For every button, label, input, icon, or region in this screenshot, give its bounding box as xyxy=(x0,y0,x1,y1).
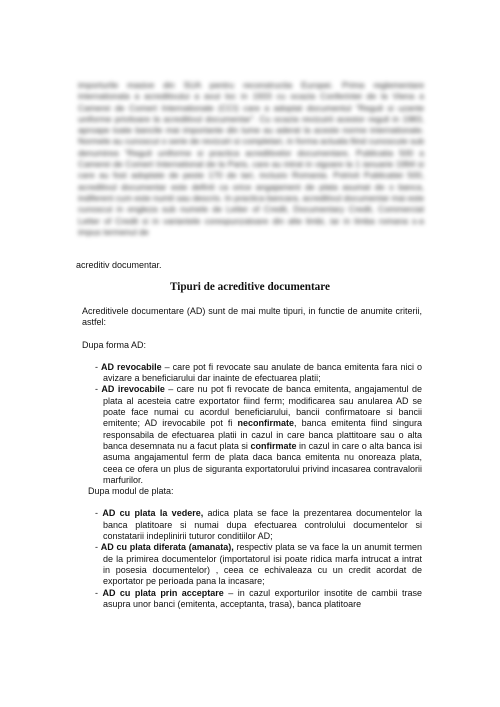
list-item: - AD cu plata la vedere, adica plata se face la prezentarea documentelor la banca platitoare si numai dupa efectuarea controlului documentelor si constatarii indeplinirii tuturor conditiilor AD; xyxy=(95,508,422,542)
item-term: AD irevocabile xyxy=(101,384,165,395)
section-label-plata: Dupa modul de plata: xyxy=(88,486,174,497)
item-term: AD cu plata la vedere, xyxy=(102,508,204,519)
blurred-text: importurile masive din SUA pentru reconstructia Europei. Prima reglementare internationala a acreditivului a avut loc in 1933 cu ocazia Conferintei de la Viena a Camerei de Comert Internationale (CCI) care a adoptat documentul "Reguli si uzante uniforme privitoare la acreditivul documentar". Cu ocazia revizuirii acestor reguli in 1983, aproape toate bancile mai importante din lume au aderat la aceste norme internationale. Normele au cunoscut o serie de revizuiri si completari, in forma actuala fiind cunoscute sub denumirea "Reguli uniforme si practica acreditivelor documentare, Publicatia 500 a Camerei de Comert International de la Paris, care au intrat in vigoare la 1 ianuarie 1994 si care au fost adoptate de peste 170 de tari, inclusiv Romania. Potrivit Publicatiei 500, acreditivul documentar este definit ca orice angajament de plata asumat de o banca, indiferent cum este numit sau descris. In practica bancara, acreditivul documentar mai este cunoscut in engleza sub numele de Letter of Credit, Documentary Credit, Commercial Letter of Credit si in variantele corespunzatoare din alte limbi, iar in limba romana s-a impus termenul de xyxy=(78,80,424,237)
item-text-3: in cazul in care o alta banca isi asuma angajamentul ferm de plata daca banca emitenta nu onoreaza plata, ceea ce ofera un plus de siguranta exportatorului privind incasarea contravalorii marfurilor. xyxy=(103,440,422,485)
item-term: AD cu plata diferata (amanata), xyxy=(100,542,234,553)
item-term-2: neconfirmate xyxy=(237,418,295,429)
list-item: - AD irevocabile – care nu pot fi revocate de banca emitenta, angajamentul de plata al acesteia catre exportator fiind ferm; modificarea sau anularea AD se poate face numai cu acordul beneficiarului, bancii confirmatoare si bancii emitente; AD irevocabile pot fi neconfirmate, banca emitenta fiind singura responsabila de efectuarea platii in cazul in care banca plattitoare sau o alta banca desemnata nu a facut plata si confirmate in cazul in care o alta banca isi asuma angajamentul ferm de plata daca banca emitenta nu onoreaza plata, ceea ce ofera un plus de siguranta exportatorului privind incasarea contravalorii marfurilor. xyxy=(95,384,422,485)
item-term: AD revocabile xyxy=(101,361,162,372)
list-item: - AD cu plata prin acceptare – in cazul exporturilor insotite de cambii trase asupra unor banci (emitenta, acceptanta, trasa), banca platitoare xyxy=(95,587,422,609)
item-text: – care pot fi revocate sau anulate de banca emitenta fara nici o avizare a beneficiarului dar inainte de efectuarea platii; xyxy=(103,361,422,384)
item-text: respectiv plata se va face la un anumit termen de la primirea documentelor (importatorul isi poate ridica marfa intrucat a intrat in posesia documentelor) , ceea ce echivaleaza cu un credit acordat de exportator pe perioada pana la incasare; xyxy=(103,542,422,587)
item-text: – in cazul exporturilor insotite de cambii trase asupra unor banci (emitenta, acceptanta, trasa), banca platitoare xyxy=(103,587,422,609)
paragraph-tail: acreditiv documentar. xyxy=(76,260,162,270)
section-label-forma: Dupa forma AD: xyxy=(82,339,147,350)
item-text: adica plata se face la prezentarea documentelor la banca platitoare si numai dupa efectuarea controlului documentelor si constatarii indeplinirii tuturor conditiilor AD; xyxy=(103,508,422,542)
blurred-paragraph xyxy=(78,80,424,262)
list-item: - AD revocabile – care pot fi revocate sau anulate de banca emitenta fara nici o avizare a beneficiarului dar inainte de efectuarea platii; xyxy=(95,361,422,384)
item-term: AD cu plata prin acceptare xyxy=(102,587,224,598)
intro-paragraph: Acreditivele documentare (AD) sunt de mai multe tipuri, in functie de anumite criterii, astfel: xyxy=(82,306,422,328)
item-text: – care nu pot fi revocate de banca emitenta, angajamentul de plata al acesteia catre exportator fiind ferm; modificarea sau anularea AD se poate face numai cu acordul beneficiarului, bancii confirmatoare si bancii emitente; AD irevocabile pot fi xyxy=(103,384,422,429)
item-text-2: , banca emitenta fiind singura responsabila de efectuarea platii in cazul in care banca plattitoare sau o alta banca desemnata nu a facut plata si xyxy=(103,418,422,451)
section-heading: Tipuri de acreditive documentare xyxy=(169,281,331,293)
item-term-3: confirmate xyxy=(250,440,297,451)
plata-list xyxy=(82,508,422,610)
document-body xyxy=(82,306,422,610)
list-item: - AD cu plata diferata (amanata), respectiv plata se va face la un anumit termen de la primirea documentelor (importatorul isi poate ridica marfa intrucat a intrat in posesia documentelor) , ceea ce echivaleaza cu un credit acordat de exportator pe perioada pana la incasare; xyxy=(95,542,422,587)
forma-list xyxy=(82,362,422,486)
